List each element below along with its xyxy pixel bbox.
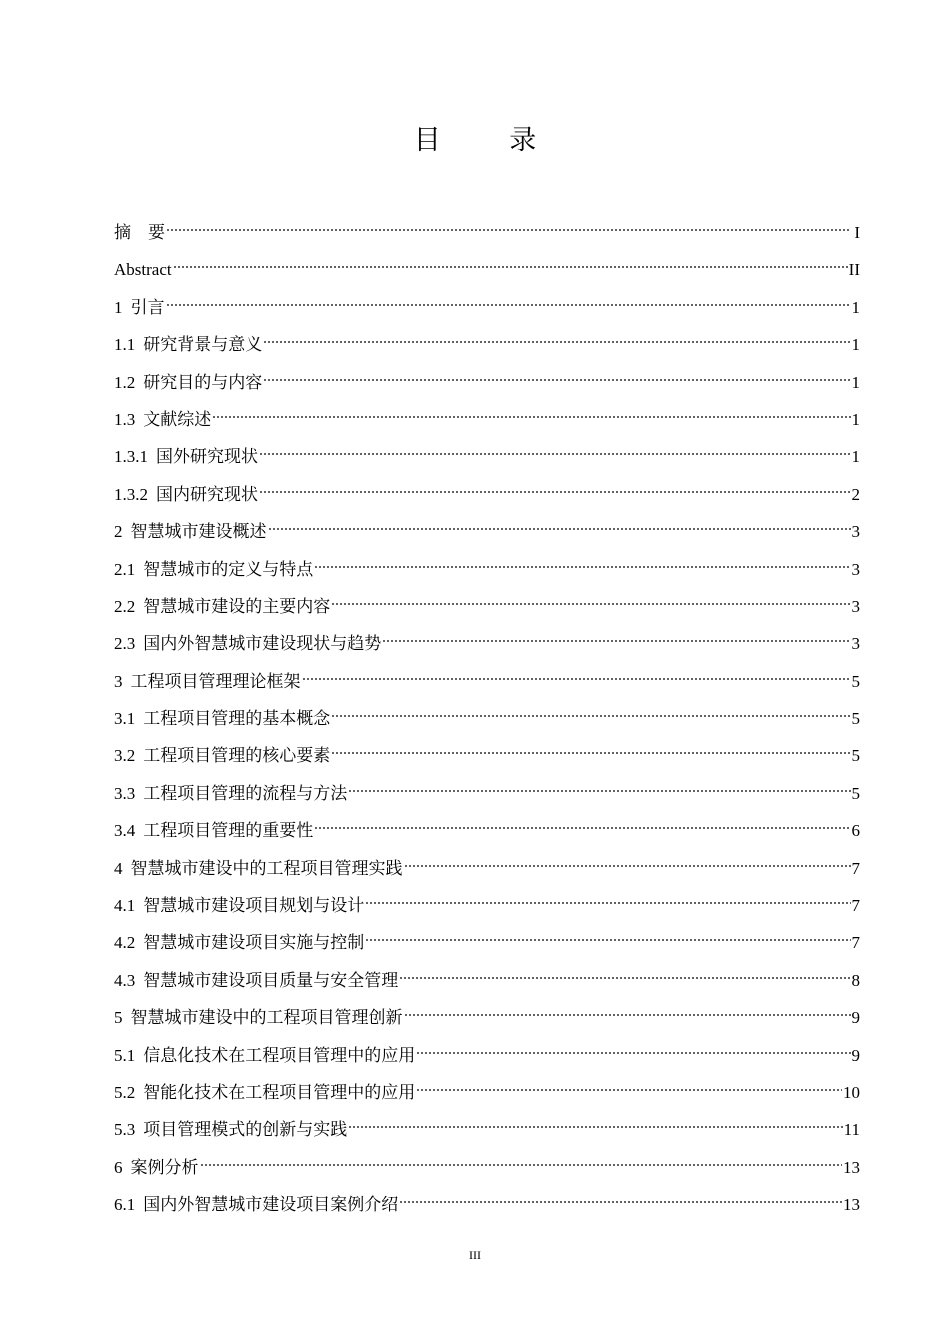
toc-entry-page: 1 [851,297,860,317]
toc-entry-page: 9 [851,1008,860,1028]
footer-page-number: III [469,1248,481,1262]
toc-entry[interactable] [114,966,860,1003]
toc-dot-leader [268,525,851,533]
toc-entry-page: 1 [851,372,860,392]
toc-dot-leader [263,376,850,384]
toc-entry-page: 13 [843,1157,860,1177]
toc-dot-leader [416,1049,850,1057]
toc-dot-leader [382,637,850,645]
toc-entry[interactable] [114,405,860,442]
toc-dot-leader [365,936,850,944]
toc-entry-page: I [854,223,860,242]
toc-entry[interactable] [114,891,860,928]
toc-entry-label: 智慧城市建设项目实施与控制 [143,933,365,954]
toc-entry-number: 1.3.2 [114,484,148,504]
toc-entry-number: 2.3 [114,634,136,654]
toc-dot-leader [259,488,851,496]
toc-dot-leader [331,600,850,608]
toc-dot-leader [416,1086,842,1094]
toc-entry-label: 智慧城市建设中的工程项目管理实践 [130,858,403,879]
toc-entry-number: 1.3 [114,409,136,429]
toc-dot-leader [404,862,851,870]
toc-entry-page: 10 [843,1082,860,1102]
toc-entry-number: 4.3 [114,970,136,990]
toc-entry-number: 4.2 [114,933,136,953]
toc-entry-label: 项目管理模式的创新与实践 [143,1120,348,1141]
toc-entry-label: 工程项目管理理论框架 [130,671,301,692]
toc-entry-number: 2.2 [114,596,136,616]
toc-entry-label: 案例分析 [130,1157,199,1178]
toc-title: 目 录 [413,125,567,156]
toc-entry-number: 3.4 [114,821,136,841]
toc-entry-label: 文献综述 [143,409,212,430]
toc-entry[interactable] [114,816,860,853]
toc-entry-label: 国内研究现状 [156,484,258,505]
toc-entry-page: 5 [851,709,860,729]
toc-entry-label: 智能化技术在工程项目管理中的应用 [143,1082,416,1103]
toc-entry-label: 工程项目管理的流程与方法 [143,783,348,804]
toc-entry-number: 2.1 [114,559,136,579]
toc-dot-leader [348,787,850,795]
toc-entry[interactable] [114,517,860,554]
toc-dot-leader [166,301,851,309]
toc-entry-number: 1.3.1 [114,447,148,467]
toc-entry-number: 3 [114,671,123,691]
toc-entry-page: 5 [851,746,860,766]
toc-entry[interactable] [114,555,860,592]
toc-entry-label: Abstract [114,260,172,280]
toc-entry[interactable] [114,218,860,255]
toc-entry-page: 3 [851,634,860,654]
toc-entry[interactable] [114,255,860,292]
toc-entry-label: 工程项目管理的基本概念 [143,709,331,730]
toc-entry-page: 1 [851,447,860,467]
toc-entry-label: 研究目的与内容 [143,372,263,393]
toc-entry-label: 工程项目管理的重要性 [143,821,314,842]
toc-entry-label: 国内外智慧城市建设项目案例介绍 [143,1195,399,1216]
toc-entry[interactable] [114,480,860,517]
toc-entry-page: 6 [851,821,860,841]
toc-entry-label: 工程项目管理的核心要素 [143,746,331,767]
toc-entry-page: 3 [851,559,860,579]
toc-entry[interactable] [114,1078,860,1115]
toc-entry-number: 3.3 [114,783,136,803]
toc-entry-label: 研究背景与意义 [143,335,263,356]
toc-dot-leader [314,563,850,571]
toc-entry-label: 智慧城市建设概述 [130,522,267,543]
toc-dot-leader [259,450,851,458]
toc-entry[interactable] [114,1190,860,1227]
toc-entry-label: 摘 要 [114,223,165,243]
toc-entry-label: 引言 [130,297,165,318]
toc-dot-leader [173,263,848,271]
toc-entry-page: II [848,260,860,280]
toc-dot-leader [399,974,850,982]
toc-entry-number: 1.1 [114,335,136,355]
toc-entry-page: 5 [851,783,860,803]
toc-entry[interactable] [114,741,860,778]
toc-entry-page: 3 [851,596,860,616]
toc-dot-leader [263,338,850,346]
toc-entry-page: 9 [851,1045,860,1065]
toc-entry[interactable] [114,667,860,704]
toc-entry-label: 智慧城市建设项目规划与设计 [143,896,365,917]
toc-entry[interactable] [114,330,860,367]
toc-entry[interactable] [114,629,860,666]
toc-entry-page: 3 [851,522,860,542]
toc-entry-number: 6 [114,1157,123,1177]
toc-entry-number: 1 [114,297,123,317]
toc-entry-page: 8 [851,970,860,990]
toc-entry-label: 智慧城市的定义与特点 [143,559,314,580]
toc-entry-number: 6.1 [114,1195,136,1215]
toc-entry-label: 信息化技术在工程项目管理中的应用 [143,1045,416,1066]
toc-entry-page: 1 [851,335,860,355]
toc-dot-leader [399,1198,842,1206]
toc-entry-label: 智慧城市建设中的工程项目管理创新 [130,1008,403,1029]
toc-entry[interactable] [114,1041,860,1078]
toc-entry[interactable] [114,368,860,405]
toc-entry-page: 13 [843,1195,860,1215]
toc-entry-label: 智慧城市建设的主要内容 [143,596,331,617]
toc-dot-leader [404,1011,851,1019]
toc-dot-leader [348,1123,842,1131]
toc-dot-leader [365,899,850,907]
toc-entry-number: 3.1 [114,709,136,729]
toc-entry-page: 1 [851,409,860,429]
toc-entry-page: 11 [843,1120,860,1140]
toc-entry-page: 7 [851,858,860,878]
toc-entry-label: 智慧城市建设项目质量与安全管理 [143,970,399,991]
toc-entry-number: 5 [114,1008,123,1028]
toc-entry[interactable] [114,1003,860,1040]
toc-entry[interactable] [114,1153,860,1190]
toc-entry[interactable] [114,293,860,330]
toc-entry-label: 国外研究现状 [156,447,258,468]
toc-entry-page: 5 [851,671,860,691]
toc-dot-leader [200,1161,843,1169]
toc-entry-number: 4.1 [114,896,136,916]
toc-entry[interactable] [114,928,860,965]
toc-entry-number: 2 [114,522,123,542]
toc-entry-page: 7 [851,896,860,916]
toc-entry[interactable] [114,442,860,479]
toc-dot-leader [212,413,850,421]
toc-entry-page: 7 [851,933,860,953]
toc-dot-leader [302,675,851,683]
toc-dot-leader [331,749,850,757]
toc-entry[interactable] [114,704,860,741]
toc-entry-number: 3.2 [114,746,136,766]
toc-entry-number: 5.1 [114,1045,136,1065]
toc-dot-leader [166,226,851,234]
toc-entry[interactable] [114,854,860,891]
toc-list [114,218,860,1228]
toc-entry-number: 4 [114,858,123,878]
toc-entry-label: 国内外智慧城市建设现状与趋势 [143,634,382,655]
toc-entry[interactable] [114,592,860,629]
toc-entry[interactable] [114,779,860,816]
toc-entry-page: 2 [851,484,860,504]
toc-dot-leader [331,712,850,720]
toc-dot-leader [314,824,850,832]
toc-entry[interactable] [114,1115,860,1152]
toc-entry-number: 5.2 [114,1082,136,1102]
toc-entry-number: 5.3 [114,1120,136,1140]
toc-entry-number: 1.2 [114,372,136,392]
